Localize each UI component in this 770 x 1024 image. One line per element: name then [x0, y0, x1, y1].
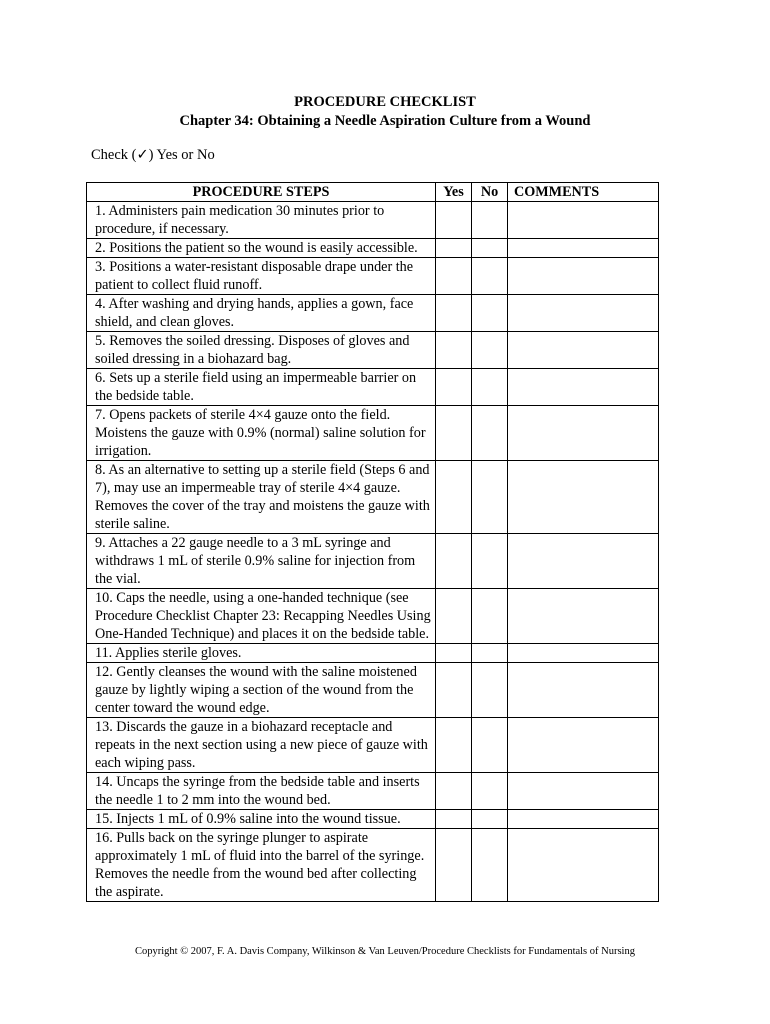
comments-cell[interactable] [508, 644, 659, 663]
no-check-cell[interactable] [472, 663, 508, 718]
yes-check-cell[interactable] [436, 202, 472, 239]
comments-cell[interactable] [508, 295, 659, 332]
comments-cell[interactable] [508, 239, 659, 258]
comments-cell[interactable] [508, 810, 659, 829]
yes-check-cell[interactable] [436, 663, 472, 718]
yes-check-cell[interactable] [436, 589, 472, 644]
procedure-step-text: 12. Gently cleanses the wound with the saline moistened gauze by lightly wiping a section of the wound from the center toward the wound edge. [87, 663, 436, 718]
no-check-cell[interactable] [472, 718, 508, 773]
page-subtitle: Chapter 34: Obtaining a Needle Aspiration Culture from a Wound [179, 113, 591, 129]
table-row [87, 810, 659, 829]
comments-cell[interactable] [508, 461, 659, 534]
yes-check-cell[interactable] [436, 332, 472, 369]
column-header-yes: Yes [436, 183, 472, 202]
procedure-step-text: 15. Injects 1 mL of 0.9% saline into the wound tissue. [87, 810, 436, 829]
comments-cell[interactable] [508, 718, 659, 773]
procedure-step-text: 11. Applies sterile gloves. [87, 644, 436, 663]
table-header-row [87, 183, 659, 202]
column-header-no: No [472, 183, 508, 202]
table-row [87, 239, 659, 258]
no-check-cell[interactable] [472, 258, 508, 295]
comments-cell[interactable] [508, 773, 659, 810]
comments-cell[interactable] [508, 829, 659, 902]
procedure-step-text: 7. Opens packets of sterile 4×4 gauze onto the field. Moistens the gauze with 0.9% (normal) saline solution for irrigation. [87, 406, 436, 461]
table-row [87, 332, 659, 369]
procedure-step-text: 6. Sets up a sterile field using an impermeable barrier on the bedside table. [87, 369, 436, 406]
procedure-step-text: 1. Administers pain medication 30 minutes prior to procedure, if necessary. [87, 202, 436, 239]
procedure-step-text: 3. Positions a water-resistant disposable drape under the patient to collect fluid runoff. [87, 258, 436, 295]
no-check-cell[interactable] [472, 534, 508, 589]
table-row [87, 829, 659, 902]
copyright-footer: Copyright © 2007, F. A. Davis Company, Wilkinson & Van Leuven/Procedure Checklists for Fundamentals of Nursing [135, 946, 635, 957]
comments-cell[interactable] [508, 534, 659, 589]
yes-check-cell[interactable] [436, 773, 472, 810]
yes-check-cell[interactable] [436, 534, 472, 589]
yes-check-cell[interactable] [436, 829, 472, 902]
yes-check-cell[interactable] [436, 239, 472, 258]
yes-check-cell[interactable] [436, 295, 472, 332]
no-check-cell[interactable] [472, 239, 508, 258]
check-instruction: Check (✓) Yes or No [91, 147, 215, 163]
procedure-step-text: 8. As an alternative to setting up a sterile field (Steps 6 and 7), may use an impermeable tray of sterile 4×4 gauze. Removes the cover of the tray and moistens the gauze with sterile saline. [87, 461, 436, 534]
no-check-cell[interactable] [472, 295, 508, 332]
yes-check-cell[interactable] [436, 369, 472, 406]
comments-cell[interactable] [508, 332, 659, 369]
table-row [87, 258, 659, 295]
column-header-comments: COMMENTS [508, 183, 659, 202]
comments-cell[interactable] [508, 369, 659, 406]
yes-check-cell[interactable] [436, 461, 472, 534]
procedure-table [86, 182, 659, 902]
table-row [87, 534, 659, 589]
yes-check-cell[interactable] [436, 644, 472, 663]
no-check-cell[interactable] [472, 202, 508, 239]
column-header-steps: PROCEDURE STEPS [87, 183, 436, 202]
procedure-step-text: 13. Discards the gauze in a biohazard receptacle and repeats in the next section using a new piece of gauze with each wiping pass. [87, 718, 436, 773]
comments-cell[interactable] [508, 202, 659, 239]
table-row [87, 202, 659, 239]
procedure-step-text: 9. Attaches a 22 gauge needle to a 3 mL syringe and withdraws 1 mL of sterile 0.9% saline for injection from the vial. [87, 534, 436, 589]
procedure-step-text: 10. Caps the needle, using a one-handed technique (see Procedure Checklist Chapter 23: Recapping Needles Using One-Handed Technique) and places it on the bedside table. [87, 589, 436, 644]
table-row [87, 406, 659, 461]
comments-cell[interactable] [508, 663, 659, 718]
procedure-step-text: 4. After washing and drying hands, applies a gown, face shield, and clean gloves. [87, 295, 436, 332]
comments-cell[interactable] [508, 589, 659, 644]
table-row [87, 369, 659, 406]
no-check-cell[interactable] [472, 369, 508, 406]
table-row [87, 773, 659, 810]
comments-cell[interactable] [508, 258, 659, 295]
page-title: PROCEDURE CHECKLIST [294, 94, 476, 110]
procedure-step-text: 16. Pulls back on the syringe plunger to aspirate approximately 1 mL of fluid into the barrel of the syringe. Removes the needle from the wound bed after collecting the aspirate. [87, 829, 436, 902]
table-row [87, 295, 659, 332]
table-row [87, 663, 659, 718]
no-check-cell[interactable] [472, 829, 508, 902]
no-check-cell[interactable] [472, 773, 508, 810]
no-check-cell[interactable] [472, 644, 508, 663]
table-row [87, 718, 659, 773]
yes-check-cell[interactable] [436, 258, 472, 295]
procedure-step-text: 14. Uncaps the syringe from the bedside table and inserts the needle 1 to 2 mm into the wound bed. [87, 773, 436, 810]
comments-cell[interactable] [508, 406, 659, 461]
table-row [87, 644, 659, 663]
table-row [87, 589, 659, 644]
yes-check-cell[interactable] [436, 810, 472, 829]
yes-check-cell[interactable] [436, 718, 472, 773]
no-check-cell[interactable] [472, 332, 508, 369]
no-check-cell[interactable] [472, 589, 508, 644]
no-check-cell[interactable] [472, 810, 508, 829]
no-check-cell[interactable] [472, 461, 508, 534]
yes-check-cell[interactable] [436, 406, 472, 461]
no-check-cell[interactable] [472, 406, 508, 461]
procedure-step-text: 5. Removes the soiled dressing. Disposes of gloves and soiled dressing in a biohazard bag. [87, 332, 436, 369]
table-row [87, 461, 659, 534]
procedure-step-text: 2. Positions the patient so the wound is easily accessible. [87, 239, 436, 258]
